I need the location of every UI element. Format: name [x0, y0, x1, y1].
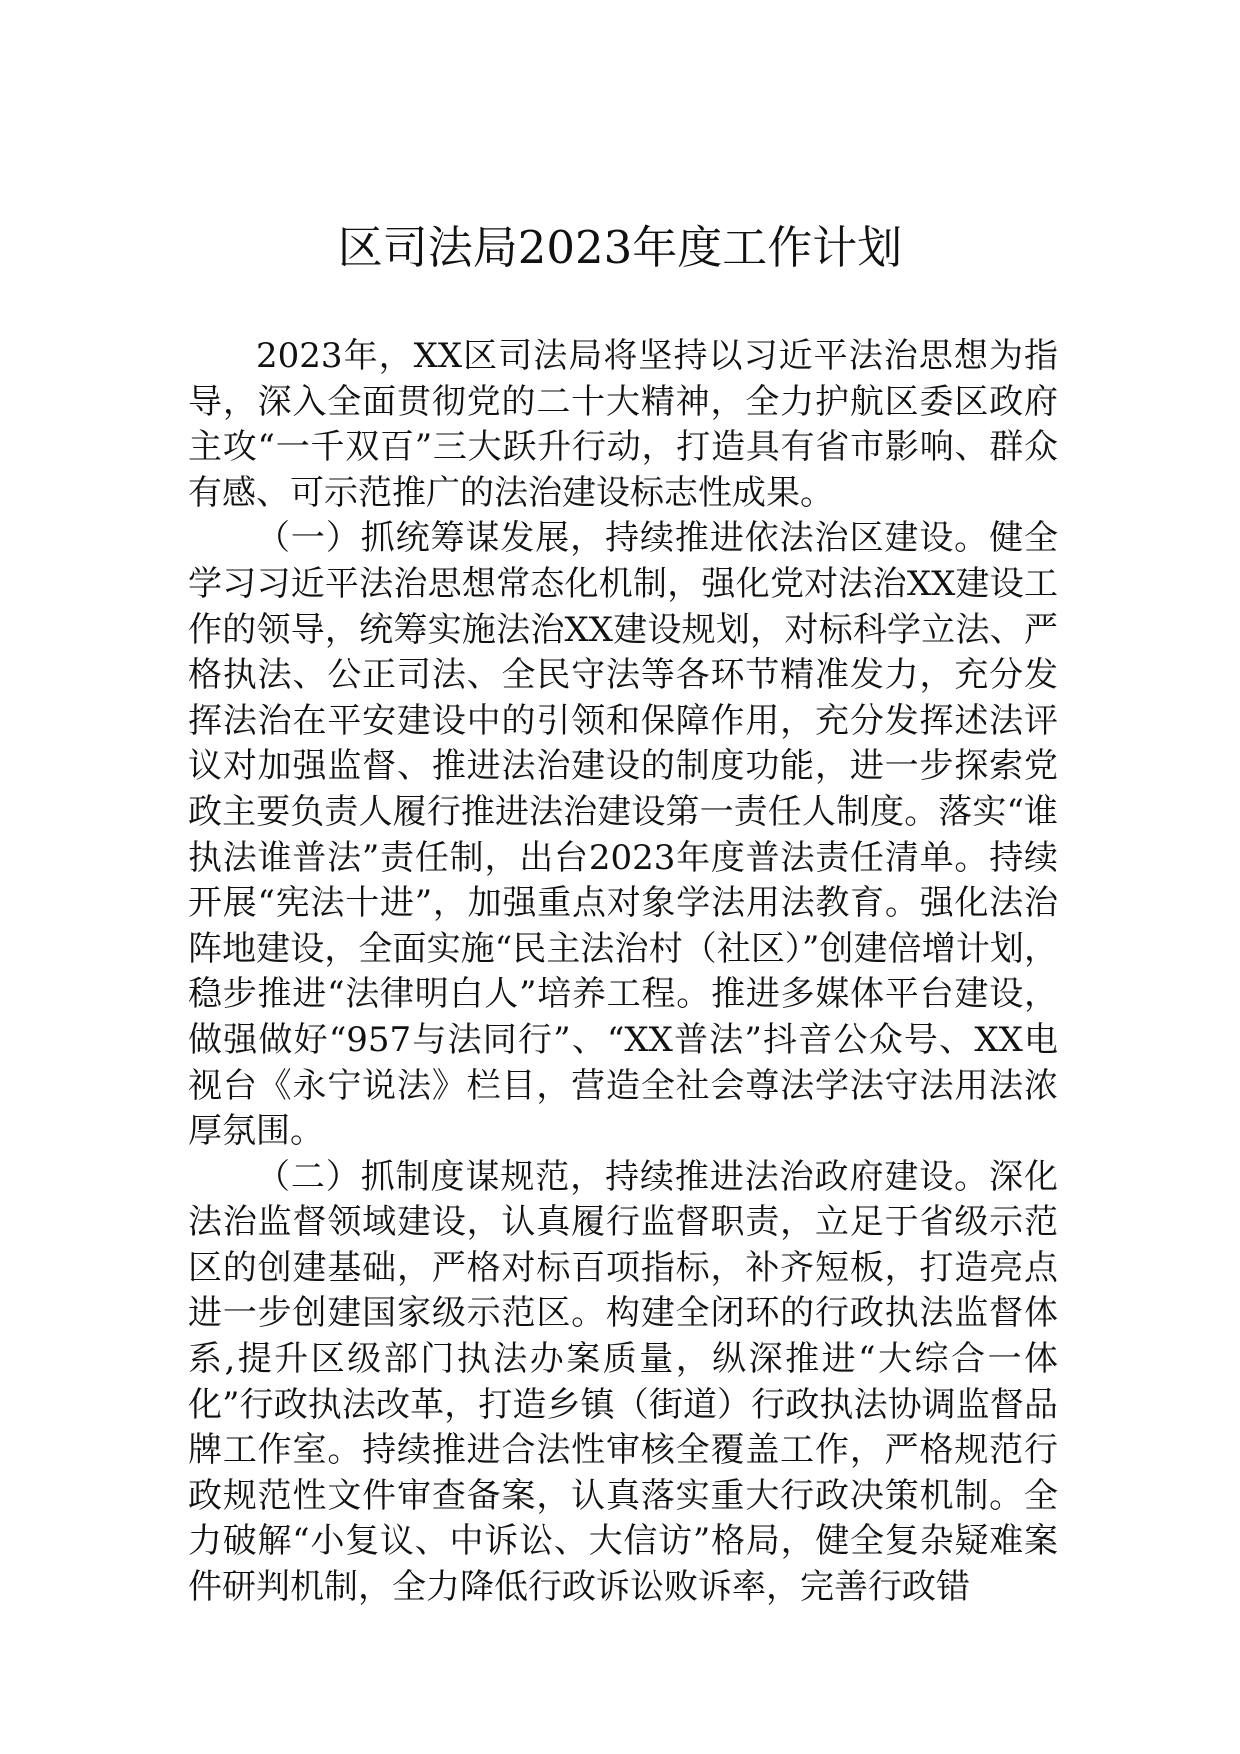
paragraph-intro: 2023年，XX区司法局将坚持以习近平法治思想为指导，深入全面贯彻党的二十大精神，全力护航区委区政府主攻“一千双百”三大跃升行动，打造具有省市影响、群众有感、可示范推广的法治建设标志性成果。 — [188, 336, 1058, 513]
paragraph-section-2: （二）抓制度谋规范，持续推进法治政府建设。深化法治监督领域建设，认真履行监督职责，立足于省级示范区的创建基础，严格对标百项指标，补齐短板，打造亮点进一步创建国家级示范区。构建全闭环的行政执法监督体系,提升区级部门执法办案质量，纵深推进“大综合一体化”行政执法改革，打造乡镇（街道）行政执法协调监督品牌工作室。持续推进合法性审核全覆盖工作，严格规范行政规范性文件审查备案，认真落实重大行政决策机制。全力破解“小复议、中诉讼、大信访”格局，健全复杂疑难案件研判机制，全力降低行政诉讼败诉率，完善行政错 — [188, 1156, 1058, 1608]
paragraph-section-1: （一）抓统筹谋发展，持续推进依法治区建设。健全学习习近平法治思想常态化机制，强化党对法治XX建设工作的领导，统筹实施法治XX建设规划，对标科学立法、严格执法、公正司法、全民守法等各环节精准发力，充分发挥法治在平安建设中的引领和保障作用，充分发挥述法评议对加强监督、推进法治建设的制度功能，进一步探索党政主要负责人履行推进法治建设第一责任人制度。落实“谁执法谁普法”责任制，出台2023年度普法责任清单。持续开展“宪法十进”，加强重点对象学法用法教育。强化法治阵地建设，全面实施“民主法治村（社区）”创建倍增计划，稳步推进“法律明白人”培养工程。推进多媒体平台建设，做强做好“957与法同行”、“XX普法”抖音公众号、XX电视台《永宁说法》栏目，营造全社会尊法学法守法用法浓厚氛围。 — [188, 518, 1058, 1152]
document-title: 区司法局2023年度工作计划 — [337, 221, 903, 274]
document-body — [188, 334, 1058, 1611]
